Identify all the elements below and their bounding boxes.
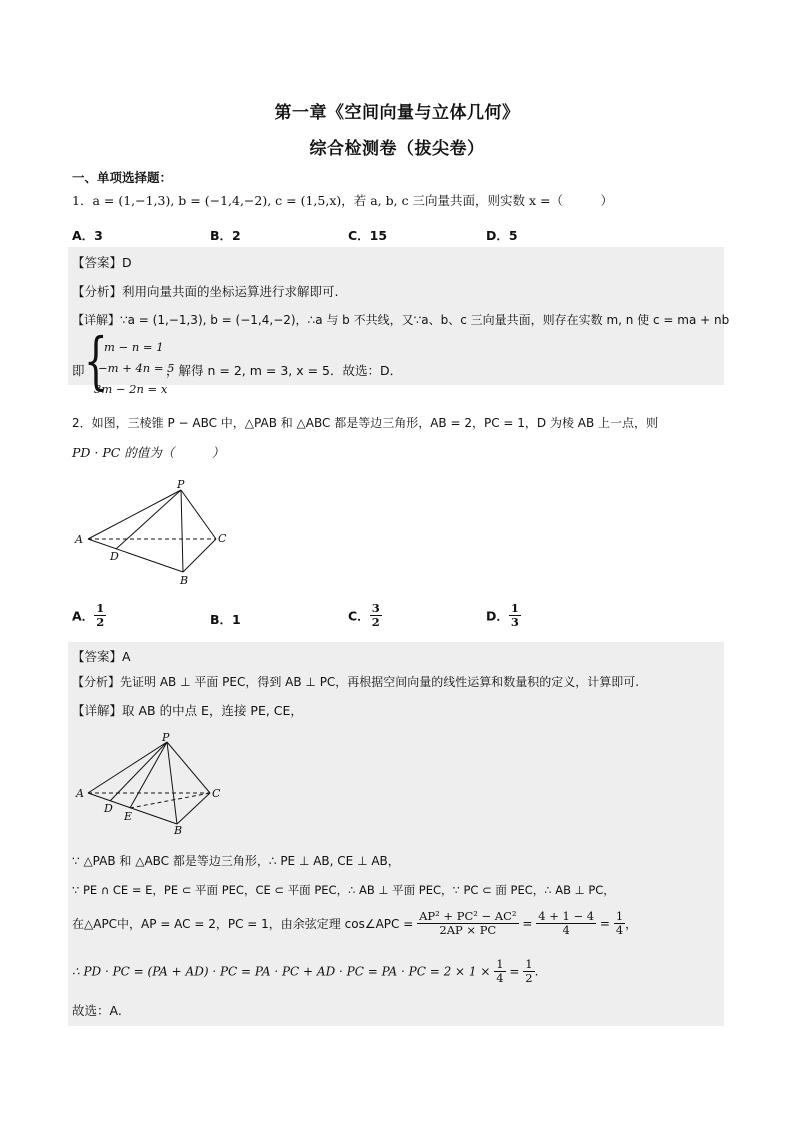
label2-d: D	[104, 802, 113, 815]
cos-frac-den: 2AP × PC	[439, 923, 497, 937]
q2-step-1: ∵ △PAB 和 △ABC 都是等边三角形，∴ PE ⊥ AB, CE ⊥ AB，	[72, 854, 400, 868]
q2-option-d-den: 3	[510, 615, 519, 629]
label-a: A	[75, 533, 83, 546]
q1-answer: 【答案】D	[72, 255, 132, 270]
label-c: C	[218, 532, 227, 545]
edge2-ap	[88, 742, 167, 793]
edge2-pb	[167, 742, 177, 824]
q1-option-d: D．5	[486, 228, 518, 243]
question-1-stem: 1．a = (1,−1,3), b = (−1,4,−2), c = (1,5,x)，若 a, b, c 三向量共面，则实数 x =（ ）	[72, 193, 614, 208]
label2-a: A	[76, 787, 84, 800]
system-solution: ，解得 n = 2, m = 3, x = 5．故选：D．	[166, 363, 403, 378]
q2-pyramid-figure	[70, 476, 240, 586]
cos-value-num: 4 + 1 − 4	[538, 909, 595, 923]
edge2-pc	[167, 742, 210, 793]
q2-conclusion: 故选：A.	[72, 1003, 122, 1018]
edge-pb	[181, 490, 183, 572]
q2-option-a-num: 1	[96, 601, 105, 615]
section-heading: 一、单项选择题：	[72, 170, 173, 185]
q1-option-b: B．2	[210, 228, 241, 243]
q2-option-a-den: 2	[96, 615, 105, 629]
chapter-title: 第一章《空间向量与立体几何》	[274, 103, 520, 123]
label2-c: C	[212, 787, 221, 800]
cos-value-den: 4	[562, 923, 570, 937]
edge-pc	[181, 490, 216, 539]
q2-step-4-prefix: ∴ PD · PC = (PA + AD) · PC = PA · PC + AD · PC = PA · PC = 2 × 1 ×	[72, 964, 491, 979]
q2-step-3: 在△APC中，AP = AC = 2，PC = 1，由余弦定理 cos∠APC = $\frac{\text{AP² + PC² − AC²}}{2AP \times PC}$ = $\frac{4 + 1 - 4}{4}$ = $\frac{1}{4}$ ，	[72, 909, 638, 937]
dot-result-den: 2	[525, 971, 533, 985]
label2-p: P	[162, 731, 170, 744]
label-b: B	[180, 574, 189, 586]
q2-detail: 【详解】取 AB 的中点 E，连接 PE, CE，	[72, 703, 303, 718]
cos-eq-1: =	[522, 916, 533, 931]
q2-step-4: ∴ PD · PC = (PA + AD) · PC = PA · PC + AD · PC = PA · PC = 2 × 1 × $\frac{1}{4}$ = $\frac{1}{2}$ .	[72, 957, 539, 985]
exam-subtitle: 综合检测卷（拔尖卷）	[309, 139, 485, 159]
q1-option-a: A．3	[72, 228, 103, 243]
q1-analysis: 【分析】利用向量共面的坐标运算进行求解即可.	[72, 284, 339, 299]
q1-detail: 【详解】∵a = (1,−1,3), b = (−1,4,−2)，∴a 与 b 不共线，又∵a、b、c 三向量共面，则存在实数 m, n 使 c = ma + nb	[72, 313, 730, 327]
dot-eq: =	[509, 964, 520, 979]
dot-result-num: 1	[525, 957, 533, 971]
q2-step-2: ∵ PE ∩ CE = E，PE ⊂ 平面 PEC，CE ⊂ 平面 PEC，∴ AB ⊥ 平面 PEC，∵ PC ⊂ 面 PEC，∴ AB ⊥ PC，	[72, 883, 615, 897]
dot-frac-den: 4	[496, 971, 504, 985]
system-eq-3: 3m − 2n = x	[94, 382, 168, 396]
edge-ab	[88, 539, 183, 572]
q2-option-c-letter: C．	[348, 608, 370, 624]
q2-answer: 【答案】A	[72, 649, 131, 664]
q1-system-prefix: 即	[72, 363, 85, 378]
label2-b: B	[174, 824, 183, 837]
cos-eq-2: =	[599, 916, 610, 931]
q2-option-c	[348, 602, 382, 629]
q2-option-d	[486, 602, 521, 629]
cos-frac-num: AP² + PC² − AC²	[419, 909, 517, 923]
q2-option-c-num: 3	[371, 601, 380, 615]
edge2-bc	[177, 793, 210, 824]
q2-analysis: 【分析】先证明 AB ⊥ 平面 PEC，得到 AB ⊥ PC，再根据空间向量的线性运算和数量积的定义，计算即可.	[72, 675, 640, 689]
q2-option-d-num: 1	[510, 601, 519, 615]
cos-result-num: 1	[615, 909, 624, 923]
q2-option-b: B．1	[210, 612, 241, 627]
q2-option-d-letter: D．	[486, 608, 509, 624]
edge2-ce-hidden	[130, 793, 210, 808]
label2-e: E	[124, 810, 133, 823]
question-2-stem: 2．如图，三棱锥 P − ABC 中，△PAB 和 △ABC 都是等边三角形，AB = 2，PC = 1，D 为棱 AB 上一点，则	[72, 416, 659, 430]
q2-option-c-den: 2	[371, 615, 380, 629]
system-eq-2: −m + 4n = 5	[98, 361, 175, 375]
label-p: P	[177, 478, 185, 491]
q2-step-3-prefix: 在△APC中，AP = AC = 2，PC = 1，由余弦定理 cos∠APC =	[72, 917, 414, 931]
edge2-ab	[88, 793, 177, 824]
q2-option-a	[72, 602, 106, 629]
q2-pyramid-figure-2	[72, 730, 232, 840]
question-2-stem-2: PD · PC 的值为（ ）	[72, 445, 225, 460]
q1-option-c: C．15	[348, 228, 388, 243]
label-d: D	[110, 550, 119, 563]
dot-frac-num: 1	[496, 957, 504, 971]
q2-option-a-letter: A．	[72, 608, 95, 624]
cos-result-den: 4	[615, 923, 624, 937]
system-eq-1: m − n = 1	[104, 340, 164, 354]
system-brace: {	[84, 324, 108, 397]
edge-bc	[183, 539, 216, 572]
